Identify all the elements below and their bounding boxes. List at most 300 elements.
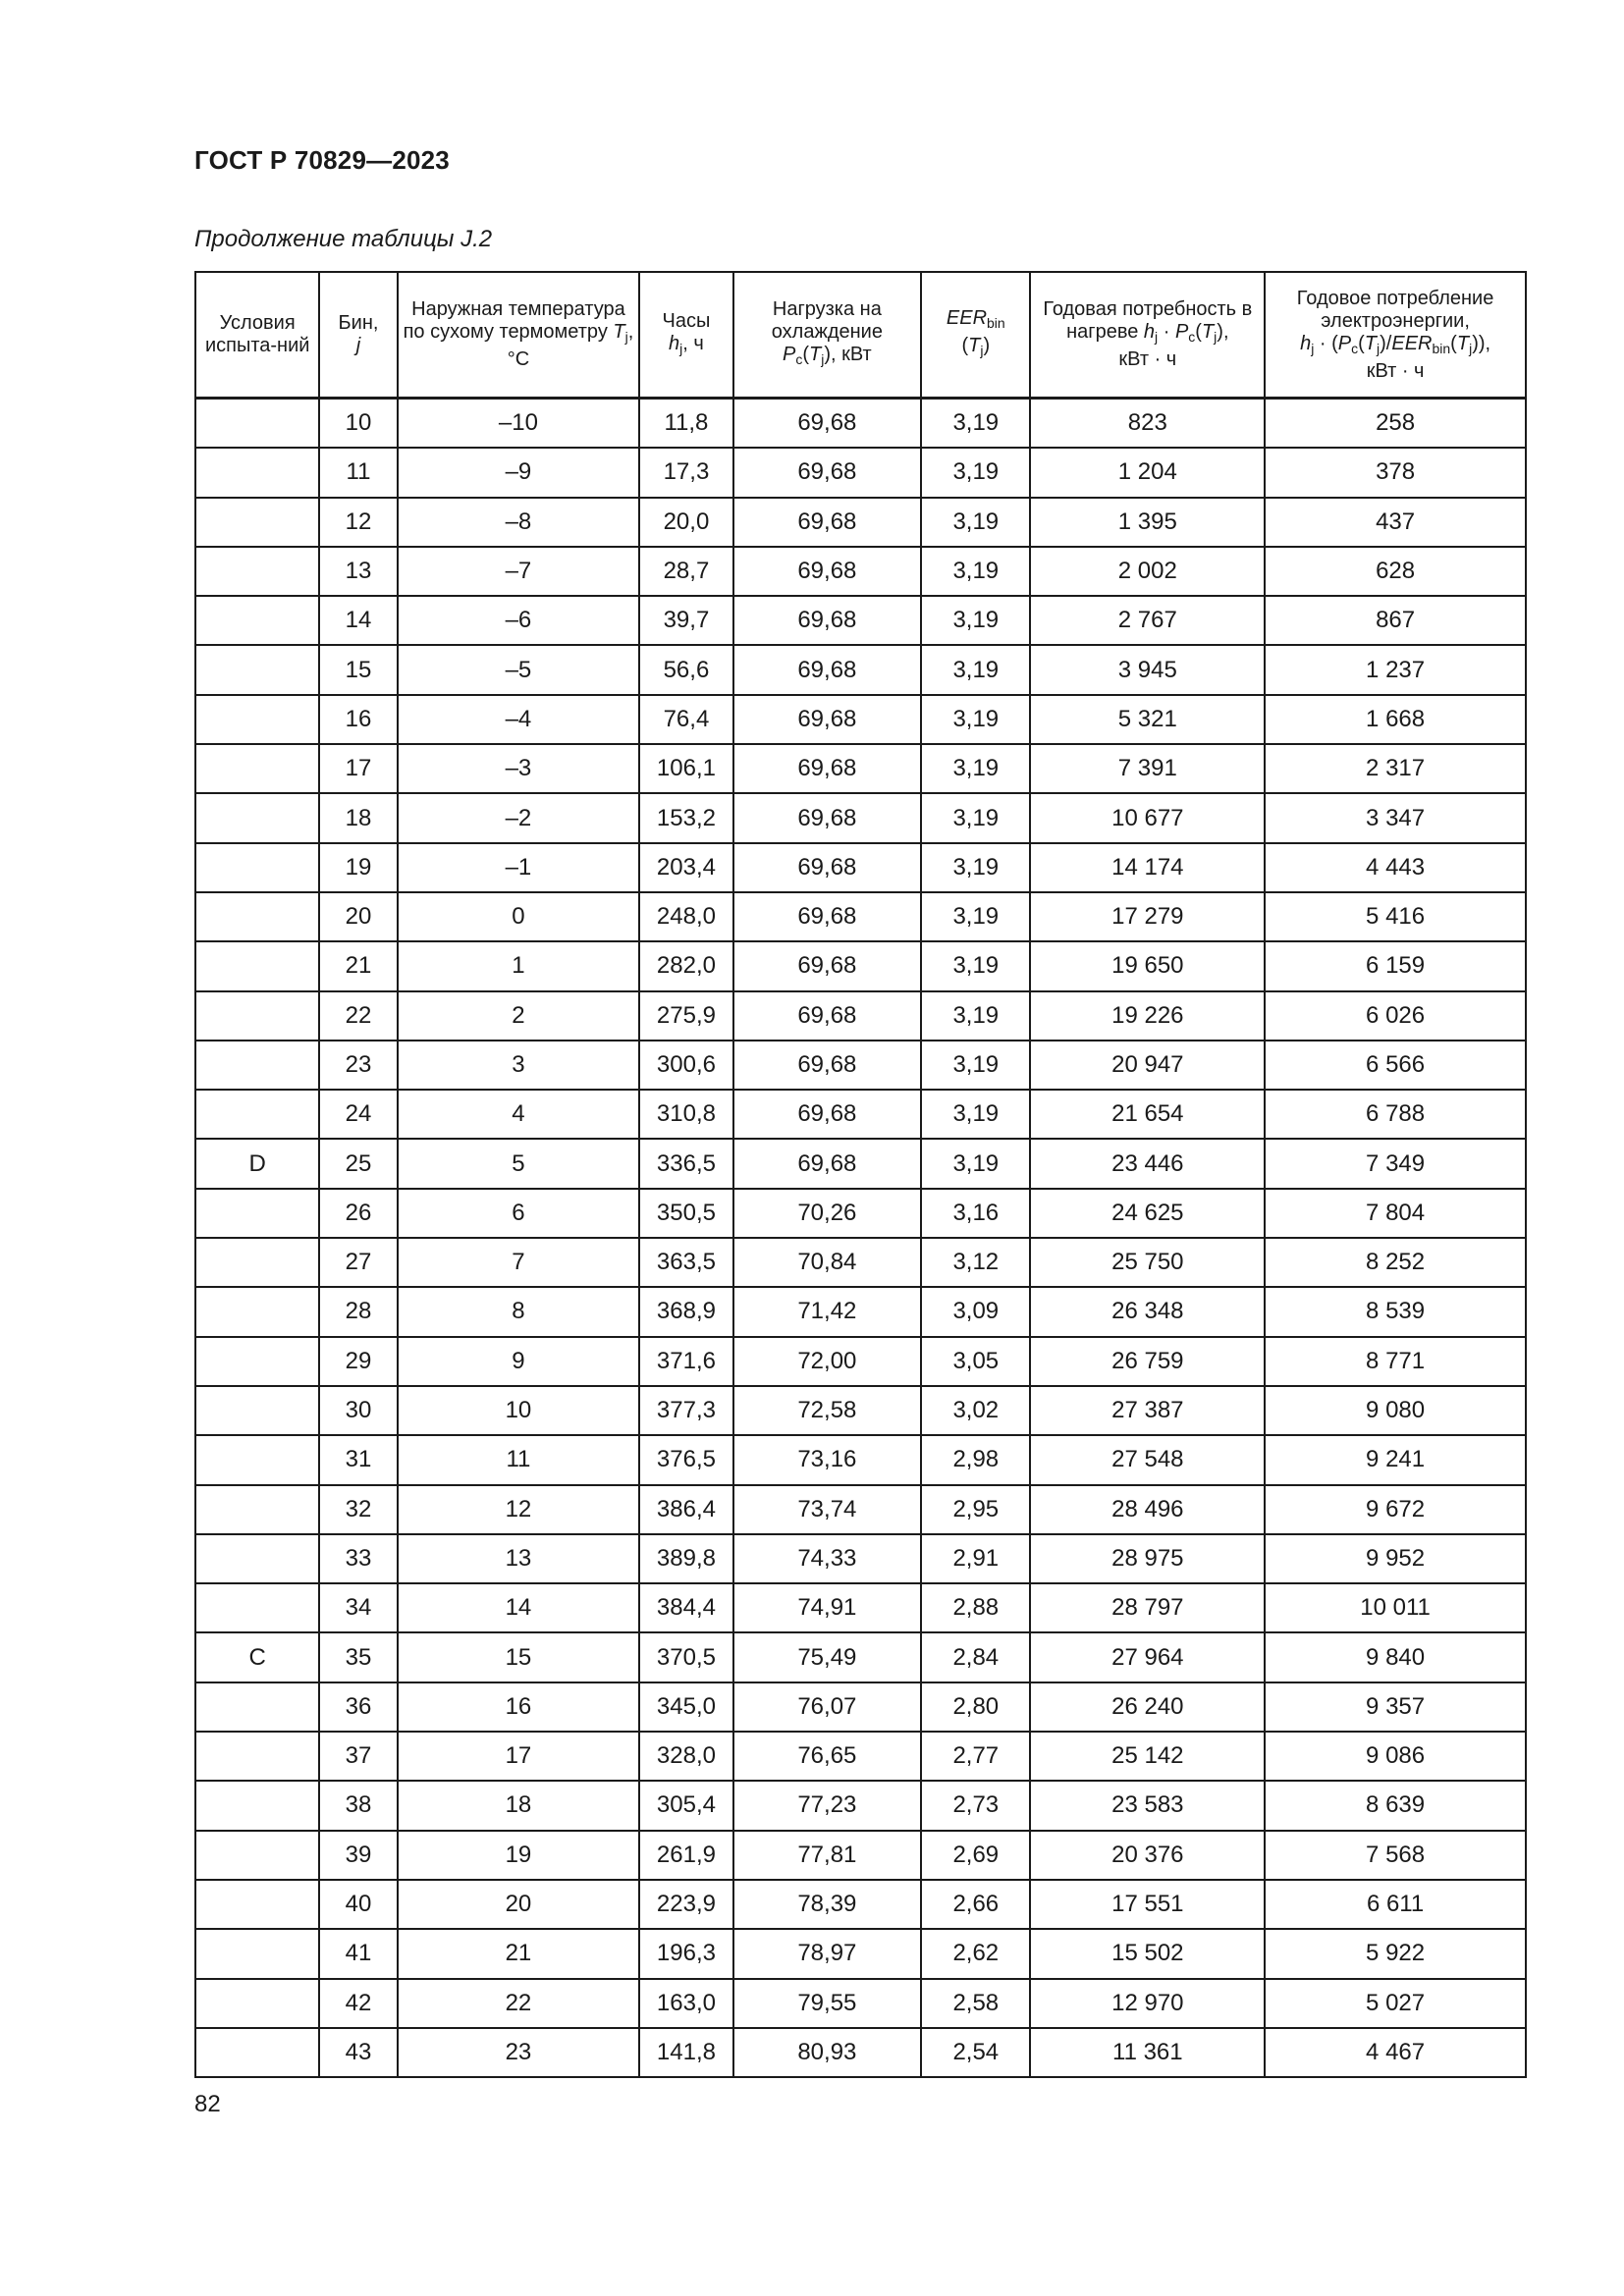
- cell-consumption: 10 011: [1265, 1583, 1526, 1632]
- cell-cond: [195, 1929, 319, 1978]
- cell-consumption: 258: [1265, 399, 1526, 449]
- cell-bin: 25: [319, 1139, 397, 1188]
- table-row: [195, 991, 1526, 1041]
- cell-demand: 20 376: [1030, 1831, 1265, 1880]
- cell-demand: 26 240: [1030, 1682, 1265, 1732]
- cell-hours: 377,3: [639, 1386, 732, 1435]
- table-row: [195, 1732, 1526, 1781]
- cell-bin: 18: [319, 793, 397, 842]
- cell-consumption: 628: [1265, 547, 1526, 596]
- cell-consumption: 7 804: [1265, 1189, 1526, 1238]
- cell-cond: [195, 1386, 319, 1435]
- table-row: [195, 892, 1526, 941]
- cell-demand: 10 677: [1030, 793, 1265, 842]
- cell-load: 69,68: [733, 744, 922, 793]
- table-row: [195, 695, 1526, 744]
- header-row: [195, 272, 1526, 399]
- cell-eer: 3,19: [921, 399, 1030, 449]
- cell-cond: [195, 2028, 319, 2077]
- cell-hours: 384,4: [639, 1583, 732, 1632]
- cell-hours: 300,6: [639, 1041, 732, 1090]
- cell-demand: 15 502: [1030, 1929, 1265, 1978]
- cell-temp: –4: [398, 695, 640, 744]
- table-row: [195, 1189, 1526, 1238]
- cell-hours: 363,5: [639, 1238, 732, 1287]
- cell-demand: 3 945: [1030, 645, 1265, 694]
- cell-bin: 20: [319, 892, 397, 941]
- cell-bin: 37: [319, 1732, 397, 1781]
- cell-load: 69,68: [733, 793, 922, 842]
- cell-demand: 12 970: [1030, 1979, 1265, 2028]
- col-header-bin: Бин, j: [319, 272, 397, 399]
- cell-temp: 7: [398, 1238, 640, 1287]
- table-row: [195, 1979, 1526, 2028]
- cell-load: 76,07: [733, 1682, 922, 1732]
- cell-consumption: 9 840: [1265, 1632, 1526, 1682]
- cell-hours: 39,7: [639, 596, 732, 645]
- table-row: [195, 498, 1526, 547]
- cell-consumption: 7 568: [1265, 1831, 1526, 1880]
- cell-hours: 11,8: [639, 399, 732, 449]
- cell-consumption: 4 443: [1265, 843, 1526, 892]
- cell-demand: 7 391: [1030, 744, 1265, 793]
- cell-bin: 39: [319, 1831, 397, 1880]
- cell-temp: 18: [398, 1781, 640, 1830]
- cell-hours: 153,2: [639, 793, 732, 842]
- cell-bin: 15: [319, 645, 397, 694]
- col-header-annual-demand: Годовая потребность в нагреве $h_j \cdot P_c(T_j)$, кВт · ч: [1030, 272, 1265, 399]
- cell-bin: 16: [319, 695, 397, 744]
- cell-temp: 13: [398, 1534, 640, 1583]
- cell-bin: 28: [319, 1287, 397, 1336]
- cell-hours: 163,0: [639, 1979, 732, 2028]
- cell-hours: 56,6: [639, 645, 732, 694]
- cell-consumption: 9 241: [1265, 1435, 1526, 1484]
- cell-demand: 5 321: [1030, 695, 1265, 744]
- table-row: [195, 1583, 1526, 1632]
- cell-cond: [195, 1831, 319, 1880]
- cell-bin: 33: [319, 1534, 397, 1583]
- cell-temp: –1: [398, 843, 640, 892]
- cell-eer: 3,19: [921, 793, 1030, 842]
- cell-consumption: 4 467: [1265, 2028, 1526, 2077]
- cell-consumption: 437: [1265, 498, 1526, 547]
- cell-load: 69,68: [733, 596, 922, 645]
- cell-consumption: 5 922: [1265, 1929, 1526, 1978]
- cell-demand: 28 975: [1030, 1534, 1265, 1583]
- cell-bin: 29: [319, 1337, 397, 1386]
- cell-cond: [195, 1041, 319, 1090]
- cell-cond: [195, 941, 319, 990]
- cell-hours: 328,0: [639, 1732, 732, 1781]
- cell-temp: 16: [398, 1682, 640, 1732]
- cell-load: 76,65: [733, 1732, 922, 1781]
- cell-bin: 40: [319, 1880, 397, 1929]
- cell-eer: 3,09: [921, 1287, 1030, 1336]
- cell-cond: [195, 793, 319, 842]
- cell-eer: 3,19: [921, 1090, 1030, 1139]
- cell-eer: 2,77: [921, 1732, 1030, 1781]
- cell-cond: [195, 1781, 319, 1830]
- cell-cond: [195, 1435, 319, 1484]
- cell-load: 74,33: [733, 1534, 922, 1583]
- cell-consumption: 6 159: [1265, 941, 1526, 990]
- col-header-cooling-load: Нагрузка на охлаждение $P_c(T_j)$, кВт: [733, 272, 922, 399]
- cell-demand: 27 548: [1030, 1435, 1265, 1484]
- page-number: 82: [194, 2091, 221, 2117]
- cell-demand: 19 650: [1030, 941, 1265, 990]
- cell-eer: 3,16: [921, 1189, 1030, 1238]
- cell-bin: 24: [319, 1090, 397, 1139]
- cell-temp: 19: [398, 1831, 640, 1880]
- cell-cond: [195, 1337, 319, 1386]
- cell-eer: 3,19: [921, 695, 1030, 744]
- table-row: [195, 1041, 1526, 1090]
- cell-hours: 350,5: [639, 1189, 732, 1238]
- cell-demand: 19 226: [1030, 991, 1265, 1041]
- cell-cond: [195, 1583, 319, 1632]
- cell-temp: 17: [398, 1732, 640, 1781]
- table-row: [195, 1139, 1526, 1188]
- table-row: [195, 1337, 1526, 1386]
- cell-hours: 368,9: [639, 1287, 732, 1336]
- cell-demand: 1 395: [1030, 498, 1265, 547]
- col-header-hours: Часы $h_j$, ч: [639, 272, 732, 399]
- cell-load: 70,26: [733, 1189, 922, 1238]
- cell-hours: 17,3: [639, 448, 732, 497]
- table-row: [195, 547, 1526, 596]
- cell-hours: 248,0: [639, 892, 732, 941]
- cell-cond: [195, 991, 319, 1041]
- cell-eer: 3,19: [921, 547, 1030, 596]
- cell-hours: 370,5: [639, 1632, 732, 1682]
- cell-demand: 14 174: [1030, 843, 1265, 892]
- cell-hours: 28,7: [639, 547, 732, 596]
- cell-load: 69,68: [733, 991, 922, 1041]
- cell-eer: 3,19: [921, 645, 1030, 694]
- cell-load: 70,84: [733, 1238, 922, 1287]
- cell-load: 78,97: [733, 1929, 922, 1978]
- cell-eer: 3,19: [921, 892, 1030, 941]
- table-row: [195, 1238, 1526, 1287]
- cell-temp: 9: [398, 1337, 640, 1386]
- table-row: [195, 1485, 1526, 1534]
- cell-eer: 2,98: [921, 1435, 1030, 1484]
- cell-eer: 2,69: [921, 1831, 1030, 1880]
- cell-temp: 15: [398, 1632, 640, 1682]
- table-row: [195, 1534, 1526, 1583]
- cell-consumption: 5 027: [1265, 1979, 1526, 2028]
- cell-eer: 3,19: [921, 1041, 1030, 1090]
- cell-load: 74,91: [733, 1583, 922, 1632]
- cell-demand: 26 348: [1030, 1287, 1265, 1336]
- cell-consumption: 9 080: [1265, 1386, 1526, 1435]
- cell-temp: 20: [398, 1880, 640, 1929]
- cell-consumption: 2 317: [1265, 744, 1526, 793]
- table-row: [195, 448, 1526, 497]
- cell-temp: 2: [398, 991, 640, 1041]
- cell-hours: 20,0: [639, 498, 732, 547]
- cell-hours: 261,9: [639, 1831, 732, 1880]
- table-row: [195, 1632, 1526, 1682]
- cell-cond: [195, 1238, 319, 1287]
- cell-hours: 141,8: [639, 2028, 732, 2077]
- table-row: [195, 1880, 1526, 1929]
- cell-bin: 13: [319, 547, 397, 596]
- cell-temp: 5: [398, 1139, 640, 1188]
- cell-hours: 223,9: [639, 1880, 732, 1929]
- cell-cond: [195, 1287, 319, 1336]
- col-header-conditions: Условия испыта-ний: [195, 272, 319, 399]
- cell-temp: –8: [398, 498, 640, 547]
- table-row: [195, 1929, 1526, 1978]
- cell-load: 73,74: [733, 1485, 922, 1534]
- cell-demand: 28 496: [1030, 1485, 1265, 1534]
- cell-bin: 41: [319, 1929, 397, 1978]
- cell-temp: –6: [398, 596, 640, 645]
- cell-hours: 106,1: [639, 744, 732, 793]
- cell-consumption: 1 237: [1265, 645, 1526, 694]
- cell-load: 69,68: [733, 1041, 922, 1090]
- cell-bin: 31: [319, 1435, 397, 1484]
- cell-demand: 2 767: [1030, 596, 1265, 645]
- cell-consumption: 6 566: [1265, 1041, 1526, 1090]
- cell-consumption: 9 357: [1265, 1682, 1526, 1732]
- cell-hours: 310,8: [639, 1090, 732, 1139]
- cell-bin: 14: [319, 596, 397, 645]
- cell-eer: 2,58: [921, 1979, 1030, 2028]
- cell-load: 72,58: [733, 1386, 922, 1435]
- cell-load: 69,68: [733, 498, 922, 547]
- cell-cond: [195, 645, 319, 694]
- cell-eer: 2,95: [921, 1485, 1030, 1534]
- table-row: [195, 2028, 1526, 2077]
- cell-eer: 3,12: [921, 1238, 1030, 1287]
- cell-demand: 823: [1030, 399, 1265, 449]
- cell-load: 69,68: [733, 448, 922, 497]
- col-header-annual-consumption: Годовое потребление электроэнергии, $h_j \cdot (P_c(T_j)/EER_{bin}(T_j))$, кВт · ч: [1265, 272, 1526, 399]
- cell-load: 80,93: [733, 2028, 922, 2077]
- cell-eer: 3,02: [921, 1386, 1030, 1435]
- cell-temp: 1: [398, 941, 640, 990]
- table-body: [195, 399, 1526, 2078]
- col-header-eer: $EER_{bin}$ $(T_j)$: [921, 272, 1030, 399]
- cell-temp: 3: [398, 1041, 640, 1090]
- cell-hours: 203,4: [639, 843, 732, 892]
- cell-bin: 30: [319, 1386, 397, 1435]
- cell-cond: [195, 596, 319, 645]
- cell-bin: 12: [319, 498, 397, 547]
- cell-eer: 2,88: [921, 1583, 1030, 1632]
- cell-cond: [195, 1880, 319, 1929]
- cell-hours: 76,4: [639, 695, 732, 744]
- cell-demand: 25 142: [1030, 1732, 1265, 1781]
- cell-bin: 10: [319, 399, 397, 449]
- cell-load: 69,68: [733, 1090, 922, 1139]
- cell-hours: 275,9: [639, 991, 732, 1041]
- cell-load: 69,68: [733, 892, 922, 941]
- cell-temp: –5: [398, 645, 640, 694]
- cell-eer: 3,19: [921, 744, 1030, 793]
- table-row: [195, 744, 1526, 793]
- table-row: [195, 843, 1526, 892]
- cell-bin: 36: [319, 1682, 397, 1732]
- cell-bin: 42: [319, 1979, 397, 2028]
- document-header: ГОСТ Р 70829—2023: [194, 145, 450, 175]
- table-row: [195, 399, 1526, 449]
- cell-temp: 6: [398, 1189, 640, 1238]
- cell-cond: [195, 448, 319, 497]
- cell-load: 71,42: [733, 1287, 922, 1336]
- cell-demand: 11 361: [1030, 2028, 1265, 2077]
- cell-eer: 2,84: [921, 1632, 1030, 1682]
- cell-bin: 27: [319, 1238, 397, 1287]
- cell-hours: 336,5: [639, 1139, 732, 1188]
- cell-cond: [195, 892, 319, 941]
- cell-hours: 345,0: [639, 1682, 732, 1732]
- cell-consumption: 5 416: [1265, 892, 1526, 941]
- cell-hours: 305,4: [639, 1781, 732, 1830]
- cell-temp: 8: [398, 1287, 640, 1336]
- table-row: [195, 1090, 1526, 1139]
- cell-demand: 23 446: [1030, 1139, 1265, 1188]
- cell-bin: 17: [319, 744, 397, 793]
- cell-load: 69,68: [733, 645, 922, 694]
- cell-cond: [195, 1090, 319, 1139]
- cell-load: 78,39: [733, 1880, 922, 1929]
- cell-load: 69,68: [733, 941, 922, 990]
- cell-consumption: 7 349: [1265, 1139, 1526, 1188]
- cell-cond: [195, 1979, 319, 2028]
- cell-load: 69,68: [733, 1139, 922, 1188]
- cell-temp: –3: [398, 744, 640, 793]
- cell-consumption: 8 771: [1265, 1337, 1526, 1386]
- cell-cond: D: [195, 1139, 319, 1188]
- cell-demand: 17 551: [1030, 1880, 1265, 1929]
- cell-eer: 2,80: [921, 1682, 1030, 1732]
- cell-bin: 43: [319, 2028, 397, 2077]
- cell-temp: 14: [398, 1583, 640, 1632]
- cell-consumption: 9 086: [1265, 1732, 1526, 1781]
- cell-demand: 28 797: [1030, 1583, 1265, 1632]
- cell-temp: –10: [398, 399, 640, 449]
- cell-bin: 19: [319, 843, 397, 892]
- cell-bin: 38: [319, 1781, 397, 1830]
- table-row: [195, 645, 1526, 694]
- cell-load: 73,16: [733, 1435, 922, 1484]
- cell-temp: 21: [398, 1929, 640, 1978]
- cell-consumption: 378: [1265, 448, 1526, 497]
- cell-eer: 3,05: [921, 1337, 1030, 1386]
- cell-bin: 22: [319, 991, 397, 1041]
- cell-eer: 3,19: [921, 448, 1030, 497]
- cell-load: 72,00: [733, 1337, 922, 1386]
- cell-consumption: 6 611: [1265, 1880, 1526, 1929]
- cell-bin: 23: [319, 1041, 397, 1090]
- cell-eer: 3,19: [921, 991, 1030, 1041]
- cell-hours: 389,8: [639, 1534, 732, 1583]
- cell-demand: 25 750: [1030, 1238, 1265, 1287]
- cell-consumption: 6 788: [1265, 1090, 1526, 1139]
- cell-temp: 11: [398, 1435, 640, 1484]
- cell-cond: [195, 1189, 319, 1238]
- cell-eer: 2,73: [921, 1781, 1030, 1830]
- cell-consumption: 1 668: [1265, 695, 1526, 744]
- cell-temp: 22: [398, 1979, 640, 2028]
- cell-consumption: 3 347: [1265, 793, 1526, 842]
- cell-temp: 0: [398, 892, 640, 941]
- cell-bin: 21: [319, 941, 397, 990]
- cell-demand: 27 387: [1030, 1386, 1265, 1435]
- cell-cond: [195, 547, 319, 596]
- cell-consumption: 9 672: [1265, 1485, 1526, 1534]
- table-row: [195, 1287, 1526, 1336]
- cell-load: 69,68: [733, 547, 922, 596]
- cell-load: 69,68: [733, 399, 922, 449]
- cell-hours: 196,3: [639, 1929, 732, 1978]
- cell-bin: 35: [319, 1632, 397, 1682]
- cell-eer: 3,19: [921, 941, 1030, 990]
- cell-temp: –7: [398, 547, 640, 596]
- cell-eer: 3,19: [921, 1139, 1030, 1188]
- cell-hours: 376,5: [639, 1435, 732, 1484]
- cell-cond: [195, 399, 319, 449]
- cell-cond: [195, 695, 319, 744]
- cell-eer: 3,19: [921, 498, 1030, 547]
- cell-temp: –9: [398, 448, 640, 497]
- cell-temp: 4: [398, 1090, 640, 1139]
- cell-eer: 3,19: [921, 596, 1030, 645]
- table-row: [195, 1386, 1526, 1435]
- cell-temp: –2: [398, 793, 640, 842]
- cell-cond: C: [195, 1632, 319, 1682]
- table-row: [195, 1781, 1526, 1830]
- cell-bin: 34: [319, 1583, 397, 1632]
- cell-consumption: 8 252: [1265, 1238, 1526, 1287]
- table-row: [195, 1435, 1526, 1484]
- table-row: [195, 1682, 1526, 1732]
- cell-cond: [195, 1534, 319, 1583]
- cell-cond: [195, 1732, 319, 1781]
- cell-consumption: 9 952: [1265, 1534, 1526, 1583]
- cell-cond: [195, 498, 319, 547]
- cell-demand: 26 759: [1030, 1337, 1265, 1386]
- cell-hours: 371,6: [639, 1337, 732, 1386]
- col-header-temperature: Наружная температура по сухому термометру $T_j$, °C: [398, 272, 640, 399]
- cell-temp: 23: [398, 2028, 640, 2077]
- cell-cond: [195, 1485, 319, 1534]
- table-row: [195, 1831, 1526, 1880]
- cell-demand: 21 654: [1030, 1090, 1265, 1139]
- cell-demand: 23 583: [1030, 1781, 1265, 1830]
- cell-hours: 386,4: [639, 1485, 732, 1534]
- cell-load: 77,23: [733, 1781, 922, 1830]
- table-row: [195, 793, 1526, 842]
- data-table: [194, 271, 1527, 2078]
- cell-bin: 11: [319, 448, 397, 497]
- cell-eer: 2,62: [921, 1929, 1030, 1978]
- cell-load: 69,68: [733, 843, 922, 892]
- cell-consumption: 8 639: [1265, 1781, 1526, 1830]
- cell-consumption: 6 026: [1265, 991, 1526, 1041]
- cell-temp: 12: [398, 1485, 640, 1534]
- cell-consumption: 867: [1265, 596, 1526, 645]
- cell-load: 75,49: [733, 1632, 922, 1682]
- cell-demand: 20 947: [1030, 1041, 1265, 1090]
- cell-demand: 1 204: [1030, 448, 1265, 497]
- cell-temp: 10: [398, 1386, 640, 1435]
- cell-bin: 32: [319, 1485, 397, 1534]
